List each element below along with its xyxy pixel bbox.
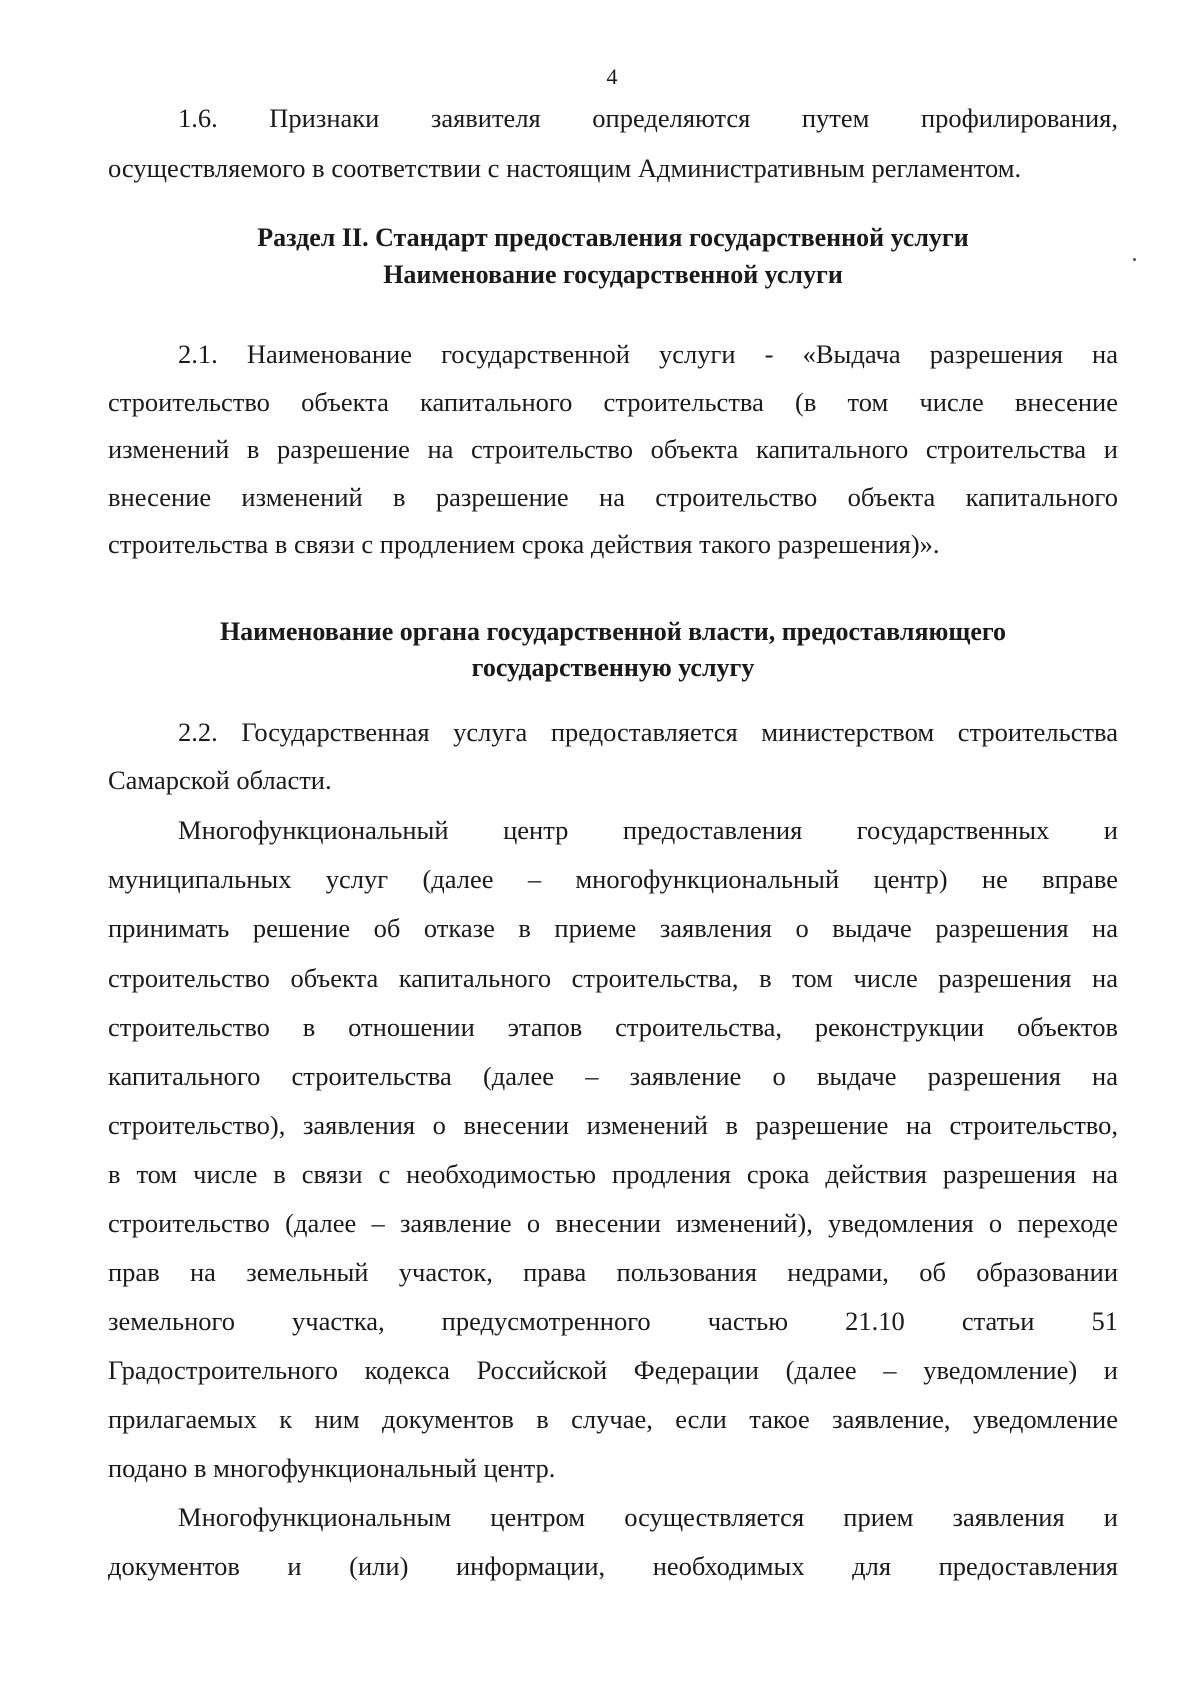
organ-heading: Наименование органа государственной власти, предоставляющего — [219, 617, 1007, 646]
paragraph-mfc-line-2: муниципальных услуг (далее – многофункциональный центр) не вправе — [108, 864, 1118, 894]
paragraph-2-1-line-3: изменений в разрешение на строительство объекта капитального строительства и — [108, 434, 1118, 464]
service-name-subheading: Наименование государственной услуги — [383, 260, 843, 289]
paragraph-mfc-line-3: принимать решение об отказе в приеме заявления о выдаче разрешения на — [108, 913, 1118, 943]
paragraph-2-2-line-2: Самарской области. — [108, 765, 332, 795]
paragraph-mfc-line-9: строительство (далее – заявление о внесении изменений), уведомления о переходе — [108, 1208, 1118, 1238]
paragraph-mfc-line-7: строительство), заявления о внесении изменений в разрешение на строительство, — [108, 1110, 1118, 1140]
organ-heading-line-2: государственную услугу — [471, 653, 755, 682]
paragraph-1-6-line-2: осуществляемого в соответствии с настоящим Административным регламентом. — [108, 153, 1022, 183]
paragraph-mfc-line-11: земельного участка, предусмотренного частью 21.10 статьи 51 — [108, 1306, 1118, 1336]
paragraph-mfc2-line-1: Многофункциональным центром осуществляется прием заявления и — [178, 1502, 1118, 1532]
scan-speck — [1133, 258, 1136, 261]
paragraph-mfc-line-6: капитального строительства (далее – заявление о выдаче разрешения на — [108, 1061, 1118, 1091]
paragraph-2-1-line-4: внесение изменений в разрешение на строительство объекта капитального — [108, 482, 1118, 512]
paragraph-mfc-line-14: подано в многофункциональный центр. — [108, 1453, 556, 1483]
paragraph-1-6-line-1: 1.6. Признаки заявителя определяются путем профилирования, — [178, 103, 1118, 133]
page-number: 4 — [606, 64, 618, 89]
paragraph-mfc-line-13: прилагаемых к ним документов в случае, если такое заявление, уведомление — [108, 1404, 1118, 1434]
paragraph-mfc-line-5: строительство в отношении этапов строительства, реконструкции объектов — [108, 1012, 1118, 1042]
paragraph-2-2-line-1: 2.2. Государственная услуга предоставляется министерством строительства — [178, 717, 1118, 747]
paragraph-mfc-line-10: прав на земельный участок, права пользования недрами, об образовании — [108, 1257, 1118, 1287]
paragraph-mfc-line-12: Градостроительного кодекса Российской Федерации (далее – уведомление) и — [108, 1355, 1118, 1385]
paragraph-mfc-line-4: строительство объекта капитального строительства, в том числе разрешения на — [108, 963, 1118, 993]
paragraph-2-1-line-5: строительства в связи с продлением срока действия такого разрешения)». — [108, 529, 940, 559]
paragraph-2-1-line-1: 2.1. Наименование государственной услуги - «Выдача разрешения на — [178, 339, 1118, 369]
paragraph-2-1-line-2: строительство объекта капитального строительства (в том числе внесение — [108, 387, 1118, 417]
section-2-heading: Раздел II. Стандарт предоставления государственной услуги — [257, 223, 969, 252]
paragraph-mfc2-line-2: документов и (или) информации, необходимых для предоставления — [108, 1551, 1118, 1581]
paragraph-mfc-line-8: в том числе в связи с необходимостью продления срока действия разрешения на — [108, 1159, 1118, 1189]
paragraph-mfc-line-1: Многофункциональный центр предоставления государственных и — [178, 815, 1118, 845]
